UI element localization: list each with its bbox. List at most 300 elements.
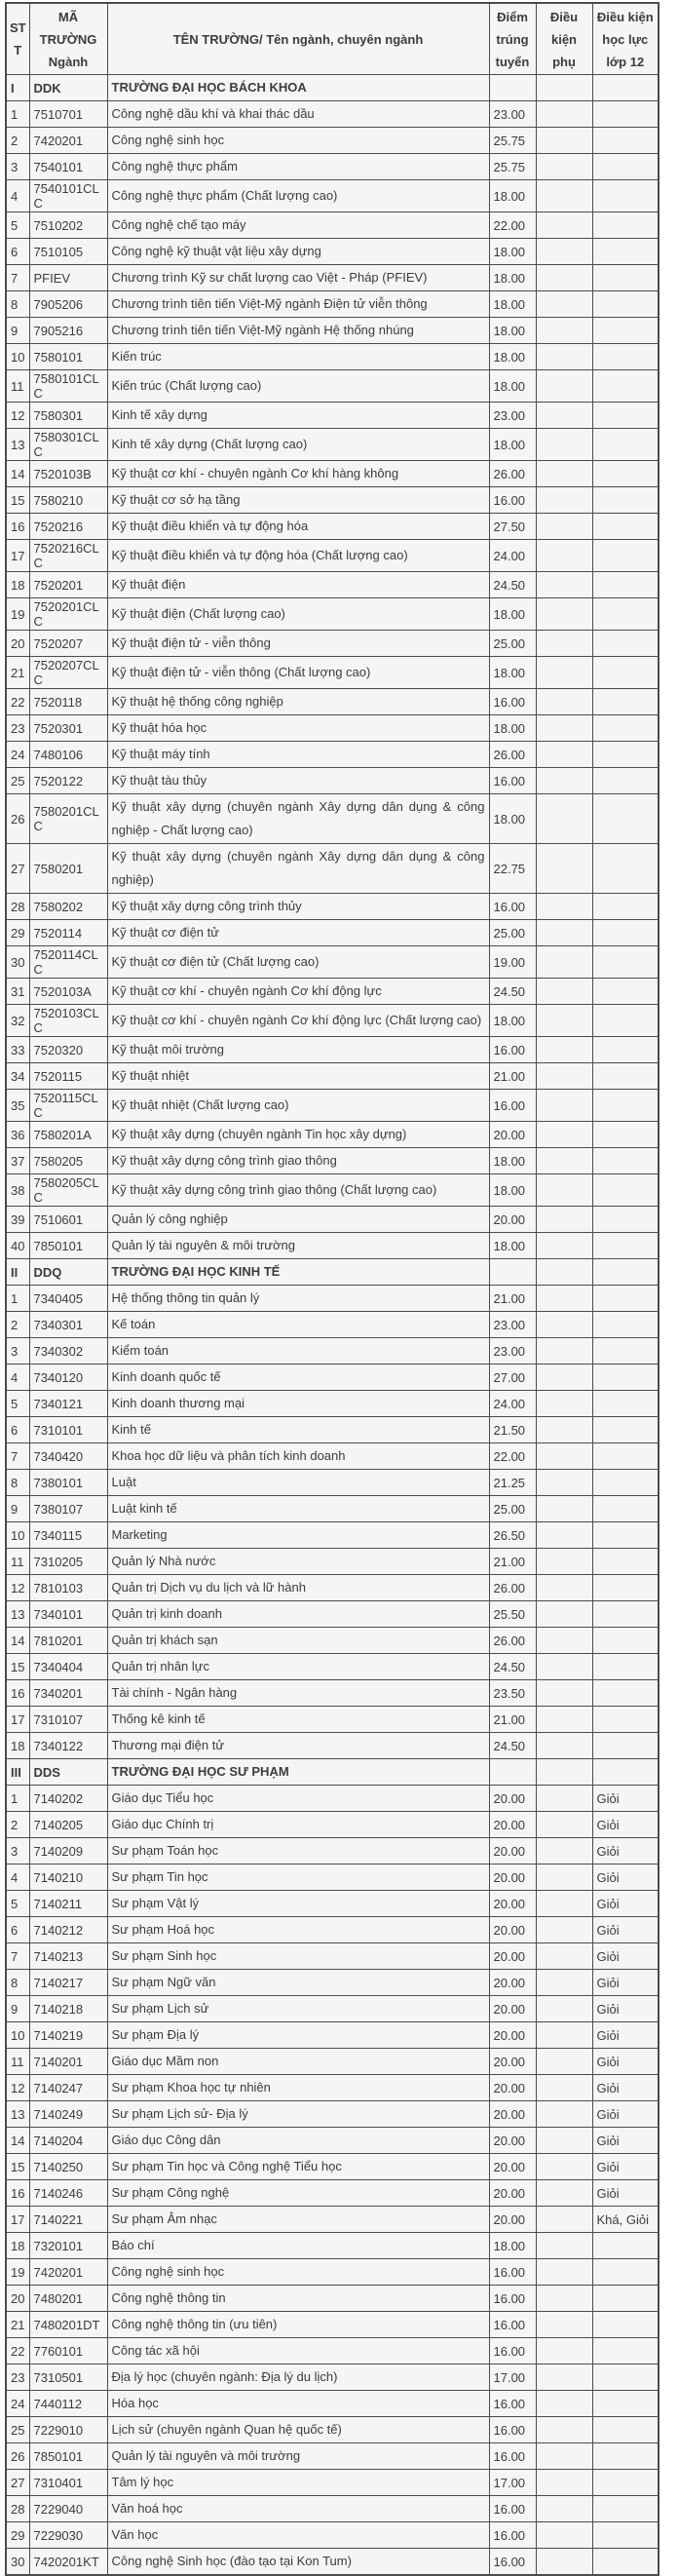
major-row [6,2207,659,2233]
cell-name: Kỹ thuật điện [107,572,489,598]
cell-stt: 21 [6,2312,29,2338]
cell-code: 7520216 [29,514,107,540]
major-row [6,631,659,657]
cell-stt: 5 [6,1891,29,1917]
cell-cond [536,1391,592,1417]
cell-stt: 19 [6,598,29,631]
major-row [6,1063,659,1090]
cell-score: 20.00 [489,1917,536,1943]
cell-score: 16.00 [489,487,536,514]
page [0,2,678,2576]
cell-stt: 2 [6,128,29,154]
cell-name: Kiểm toán [107,1338,489,1365]
cell-cond [536,370,592,403]
header-cond: Điều kiện phụ [536,3,592,75]
cell-grade [592,101,659,128]
cell-code: 7340122 [29,1733,107,1759]
section-cell-score [489,1759,536,1786]
cell-score: 20.00 [489,1943,536,1970]
cell-score: 18.00 [489,370,536,403]
cell-name: Công nghệ thực phẩm (Chất lượng cao) [107,180,489,212]
cell-name: Quản lý công nghiệp [107,1207,489,1233]
major-row [6,598,659,631]
cell-grade [592,2417,659,2443]
cell-score: 18.00 [489,344,536,370]
cell-grade [592,212,659,239]
cell-cond [536,1865,592,1891]
cell-stt: 31 [6,979,29,1005]
cell-score: 18.00 [489,1148,536,1174]
cell-name: Tài chính - Ngân hàng [107,1680,489,1707]
cell-name: Kế toán [107,1312,489,1338]
cell-score: 18.00 [489,657,536,689]
cell-score: 17.00 [489,2470,536,2496]
cell-grade [592,657,659,689]
major-row [6,2154,659,2180]
cell-stt: 19 [6,2259,29,2286]
cell-score: 18.00 [489,794,536,844]
major-row [6,318,659,344]
section-cell-grade [592,1259,659,1286]
cell-score: 24.00 [489,540,536,572]
cell-stt: 7 [6,1943,29,1970]
cell-score: 20.00 [489,2075,536,2101]
cell-name: Kỹ thuật cơ khí - chuyên ngành Cơ khí hàng không [107,461,489,487]
major-row [6,1391,659,1417]
cell-code: 7380107 [29,1496,107,1522]
cell-stt: 14 [6,1628,29,1654]
major-row [6,154,659,180]
cell-stt: 1 [6,1786,29,1812]
cell-stt: 8 [6,1970,29,1996]
cell-code: 7520207CLC [29,657,107,689]
cell-name: Lịch sử (chuyên ngành Quan hệ quốc tế) [107,2417,489,2443]
cell-cond [536,1122,592,1148]
major-row [6,1575,659,1601]
cell-stt: 22 [6,689,29,715]
major-row [6,2496,659,2522]
cell-stt: 10 [6,344,29,370]
cell-name: Luật [107,1470,489,1496]
cell-cond [536,1312,592,1338]
cell-name: Luật kinh tế [107,1496,489,1522]
section-cell-grade [592,75,659,101]
cell-grade [592,265,659,291]
major-row [6,291,659,318]
cell-score: 23.00 [489,403,536,429]
cell-code: 7580101 [29,344,107,370]
cell-score: 20.00 [489,1812,536,1838]
cell-score: 21.25 [489,1470,536,1496]
cell-cond [536,128,592,154]
cell-name: Sư phạm Tin học và Công nghệ Tiểu học [107,2154,489,2180]
cell-stt: 17 [6,2207,29,2233]
major-row [6,715,659,742]
cell-stt: 16 [6,1680,29,1707]
cell-name: Marketing [107,1522,489,1549]
cell-cond [536,2233,592,2259]
cell-cond [536,403,592,429]
major-row [6,689,659,715]
cell-stt: 9 [6,1496,29,1522]
cell-cond [536,946,592,979]
cell-grade [592,715,659,742]
cell-code: 7320101 [29,2233,107,2259]
cell-grade [592,572,659,598]
cell-score: 16.00 [489,2417,536,2443]
cell-grade [592,742,659,768]
cell-stt: 15 [6,1654,29,1680]
major-row [6,1470,659,1496]
major-row [6,1037,659,1063]
cell-cond [536,514,592,540]
cell-cond [536,631,592,657]
major-row [6,794,659,844]
cell-grade [592,1522,659,1549]
cell-cond [536,2365,592,2391]
cell-cond [536,1628,592,1654]
cell-score: 25.00 [489,920,536,946]
cell-stt: 12 [6,403,29,429]
cell-name: Giáo dục Mầm non [107,2049,489,2075]
cell-name: Thống kê kinh tế [107,1707,489,1733]
cell-grade [592,487,659,514]
cell-score: 23.00 [489,1338,536,1365]
major-row [6,370,659,403]
cell-cond [536,894,592,920]
cell-code: 7520201CLC [29,598,107,631]
cell-stt: 9 [6,318,29,344]
major-row [6,2075,659,2101]
cell-code: 7520301 [29,715,107,742]
major-row [6,1338,659,1365]
cell-name: Văn hoá học [107,2496,489,2522]
cell-name: Kỹ thuật cơ khí - chuyên ngành Cơ khí động lực (Chất lượng cao) [107,1005,489,1037]
cell-name: Kỹ thuật điện tử - viễn thông [107,631,489,657]
cell-name: Kiến trúc [107,344,489,370]
cell-stt: 13 [6,2101,29,2128]
cell-cond [536,2022,592,2049]
cell-grade [592,946,659,979]
section-header-row [6,75,659,101]
major-row [6,239,659,265]
cell-name: Kỹ thuật điều khiển và tự động hóa [107,514,489,540]
cell-grade [592,631,659,657]
cell-grade [592,1063,659,1090]
cell-name: Chương trình Kỹ sư chất lượng cao Việt - Pháp (PFIEV) [107,265,489,291]
cell-name: Sư phạm Hoá học [107,1917,489,1943]
cell-cond [536,920,592,946]
cell-name: Công nghệ chế tạo máy [107,212,489,239]
cell-grade [592,1391,659,1417]
cell-cond [536,540,592,572]
cell-name: Kỹ thuật hệ thống công nghiệp [107,689,489,715]
cell-cond [536,344,592,370]
cell-stt: 3 [6,1838,29,1865]
cell-stt: 10 [6,2022,29,2049]
cell-stt: 18 [6,2233,29,2259]
cell-stt: 28 [6,2496,29,2522]
section-cell-name: TRƯỜNG ĐẠI HỌC BÁCH KHOA [107,75,489,101]
major-row [6,1733,659,1759]
cell-grade [592,1654,659,1680]
cell-code: 7420201 [29,2259,107,2286]
cell-stt: 5 [6,1391,29,1417]
cell-score: 20.00 [489,2101,536,2128]
section-cell-code: DDS [29,1759,107,1786]
cell-cond [536,979,592,1005]
cell-name: Kinh tế xây dựng (Chất lượng cao) [107,429,489,461]
cell-grade: Giỏi [592,1812,659,1838]
cell-code: 7340101 [29,1601,107,1628]
major-row [6,1365,659,1391]
cell-cond [536,2154,592,2180]
cell-stt: 29 [6,2522,29,2549]
header-stt: STT [6,3,29,75]
cell-stt: 9 [6,1996,29,2022]
section-cell-grade [592,1759,659,1786]
major-row [6,514,659,540]
cell-code: 7310205 [29,1549,107,1575]
cell-score: 23.00 [489,101,536,128]
cell-cond [536,657,592,689]
cell-name: Quản lý tài nguyên và môi trường [107,2443,489,2470]
cell-score: 20.00 [489,1786,536,1812]
cell-cond [536,487,592,514]
major-row [6,2233,659,2259]
cell-score: 21.00 [489,1549,536,1575]
section-cell-cond [536,1759,592,1786]
cell-name: Thương mại điện tử [107,1733,489,1759]
cell-cond [536,2207,592,2233]
cell-name: Công nghệ dầu khí và khai thác dầu [107,101,489,128]
cell-stt: 14 [6,461,29,487]
cell-cond [536,1365,592,1391]
cell-code: 7140204 [29,2128,107,2154]
major-row [6,1917,659,1943]
cell-code: 7580205CLC [29,1174,107,1207]
cell-name: Sư phạm Lịch sử [107,1996,489,2022]
cell-code: 7520103B [29,461,107,487]
cell-cond [536,1207,592,1233]
cell-name: Báo chí [107,2233,489,2259]
major-row [6,2470,659,2496]
major-row [6,1549,659,1575]
cell-name: Kinh tế [107,1417,489,1443]
major-row [6,1496,659,1522]
cell-grade: Giỏi [592,1786,659,1812]
cell-grade [592,429,659,461]
major-row [6,1943,659,1970]
major-row [6,2417,659,2443]
cell-name: Quản trị Dịch vụ du lịch và lữ hành [107,1575,489,1601]
cell-score: 20.00 [489,1865,536,1891]
cell-stt: 12 [6,2075,29,2101]
cell-grade: Giỏi [592,2180,659,2207]
cell-grade [592,403,659,429]
cell-stt: 3 [6,154,29,180]
cell-grade [592,894,659,920]
table-header-row [6,3,659,75]
cell-score: 25.50 [489,1601,536,1628]
major-row [6,657,659,689]
admission-scores-table [5,2,659,2576]
cell-stt: 2 [6,1812,29,1838]
cell-grade [592,1365,659,1391]
cell-code: 7540101CLC [29,180,107,212]
cell-cond [536,1996,592,2022]
cell-score: 16.00 [489,2391,536,2417]
cell-stt: 22 [6,2338,29,2365]
cell-cond [536,239,592,265]
major-row [6,742,659,768]
cell-code: 7520115CLC [29,1090,107,1122]
cell-stt: 8 [6,1470,29,1496]
cell-grade [592,1286,659,1312]
cell-name: Kỹ thuật xây dựng (chuyên ngành Xây dựng dân dụng & công nghiệp) [107,844,489,894]
cell-code: 7510105 [29,239,107,265]
cell-stt: 1 [6,1286,29,1312]
cell-name: Địa lý học (chuyên ngành: Địa lý du lịch) [107,2365,489,2391]
cell-cond [536,1733,592,1759]
major-row [6,1865,659,1891]
cell-name: Quản lý tài nguyên & môi trường [107,1233,489,1259]
cell-code: 7140249 [29,2101,107,2128]
cell-cond [536,2286,592,2312]
major-row [6,2312,659,2338]
major-row [6,2443,659,2470]
cell-name: Kỹ thuật máy tính [107,742,489,768]
cell-cond [536,742,592,768]
cell-grade [592,1233,659,1259]
cell-code: 7380101 [29,1470,107,1496]
cell-score: 20.00 [489,2180,536,2207]
cell-cond [536,318,592,344]
section-cell-stt: III [6,1759,29,1786]
cell-grade: Giỏi [592,2049,659,2075]
cell-stt: 12 [6,1575,29,1601]
cell-code: 7310401 [29,2470,107,2496]
cell-grade [592,1733,659,1759]
cell-score: 20.00 [489,1891,536,1917]
cell-name: Giáo dục Chính trị [107,1812,489,1838]
cell-cond [536,1233,592,1259]
cell-stt: 6 [6,1417,29,1443]
cell-code: 7340420 [29,1443,107,1470]
major-row [6,1005,659,1037]
cell-stt: 2 [6,1312,29,1338]
cell-cond [536,2522,592,2549]
cell-score: 26.00 [489,1575,536,1601]
major-row [6,2286,659,2312]
cell-cond [536,1338,592,1365]
cell-name: Kỹ thuật xây dựng công trình giao thông (Chất lượng cao) [107,1174,489,1207]
cell-name: Hệ thống thông tin quản lý [107,1286,489,1312]
cell-grade [592,461,659,487]
cell-code: 7520114CLC [29,946,107,979]
cell-score: 22.00 [489,212,536,239]
cell-code: 7340115 [29,1522,107,1549]
cell-name: Sư phạm Sinh học [107,1943,489,1970]
cell-grade [592,2522,659,2549]
cell-grade [592,128,659,154]
major-row [6,1654,659,1680]
cell-code: 7340121 [29,1391,107,1417]
cell-score: 20.00 [489,2207,536,2233]
cell-score: 21.00 [489,1286,536,1312]
cell-name: Hóa học [107,2391,489,2417]
major-row [6,2549,659,2576]
cell-name: Kỹ thuật điều khiển và tự động hóa (Chất lượng cao) [107,540,489,572]
cell-stt: 21 [6,657,29,689]
cell-score: 20.00 [489,1207,536,1233]
cell-cond [536,1522,592,1549]
cell-score: 23.50 [489,1680,536,1707]
cell-cond [536,1917,592,1943]
cell-score: 22.75 [489,844,536,894]
cell-cond [536,212,592,239]
cell-code: PFIEV [29,265,107,291]
cell-cond [536,1443,592,1470]
major-row [6,1207,659,1233]
cell-score: 21.00 [489,1063,536,1090]
major-row [6,768,659,794]
cell-name: Kỹ thuật nhiệt [107,1063,489,1090]
cell-stt: 6 [6,1917,29,1943]
cell-score: 16.00 [489,894,536,920]
major-row [6,265,659,291]
cell-code: 7580101CLC [29,370,107,403]
section-cell-code: DDK [29,75,107,101]
cell-grade [592,1338,659,1365]
cell-code: 7140218 [29,1996,107,2022]
cell-name: Kỹ thuật xây dựng (chuyên ngành Tin học xây dựng) [107,1122,489,1148]
cell-code: 7580201A [29,1122,107,1148]
cell-score: 16.00 [489,2338,536,2365]
cell-grade [592,1680,659,1707]
cell-score: 18.00 [489,239,536,265]
cell-code: 7850101 [29,1233,107,1259]
cell-code: 7850101 [29,2443,107,2470]
cell-grade [592,1207,659,1233]
section-header-row [6,1759,659,1786]
cell-stt: 11 [6,1549,29,1575]
cell-score: 24.50 [489,979,536,1005]
cell-grade [592,239,659,265]
cell-stt: 29 [6,920,29,946]
cell-stt: 4 [6,1865,29,1891]
cell-cond [536,2496,592,2522]
major-row [6,1707,659,1733]
cell-name: Sư phạm Công nghệ [107,2180,489,2207]
major-row [6,212,659,239]
cell-score: 26.50 [489,1522,536,1549]
cell-grade [592,794,659,844]
cell-score: 20.00 [489,2154,536,2180]
cell-cond [536,291,592,318]
major-row [6,2180,659,2207]
cell-grade [592,2470,659,2496]
cell-code: 7520122 [29,768,107,794]
cell-stt: 16 [6,2180,29,2207]
cell-score: 24.50 [489,572,536,598]
cell-code: 7140209 [29,1838,107,1865]
cell-cond [536,1148,592,1174]
major-row [6,844,659,894]
cell-score: 20.00 [489,1996,536,2022]
cell-name: Kỹ thuật nhiệt (Chất lượng cao) [107,1090,489,1122]
cell-score: 22.00 [489,1443,536,1470]
